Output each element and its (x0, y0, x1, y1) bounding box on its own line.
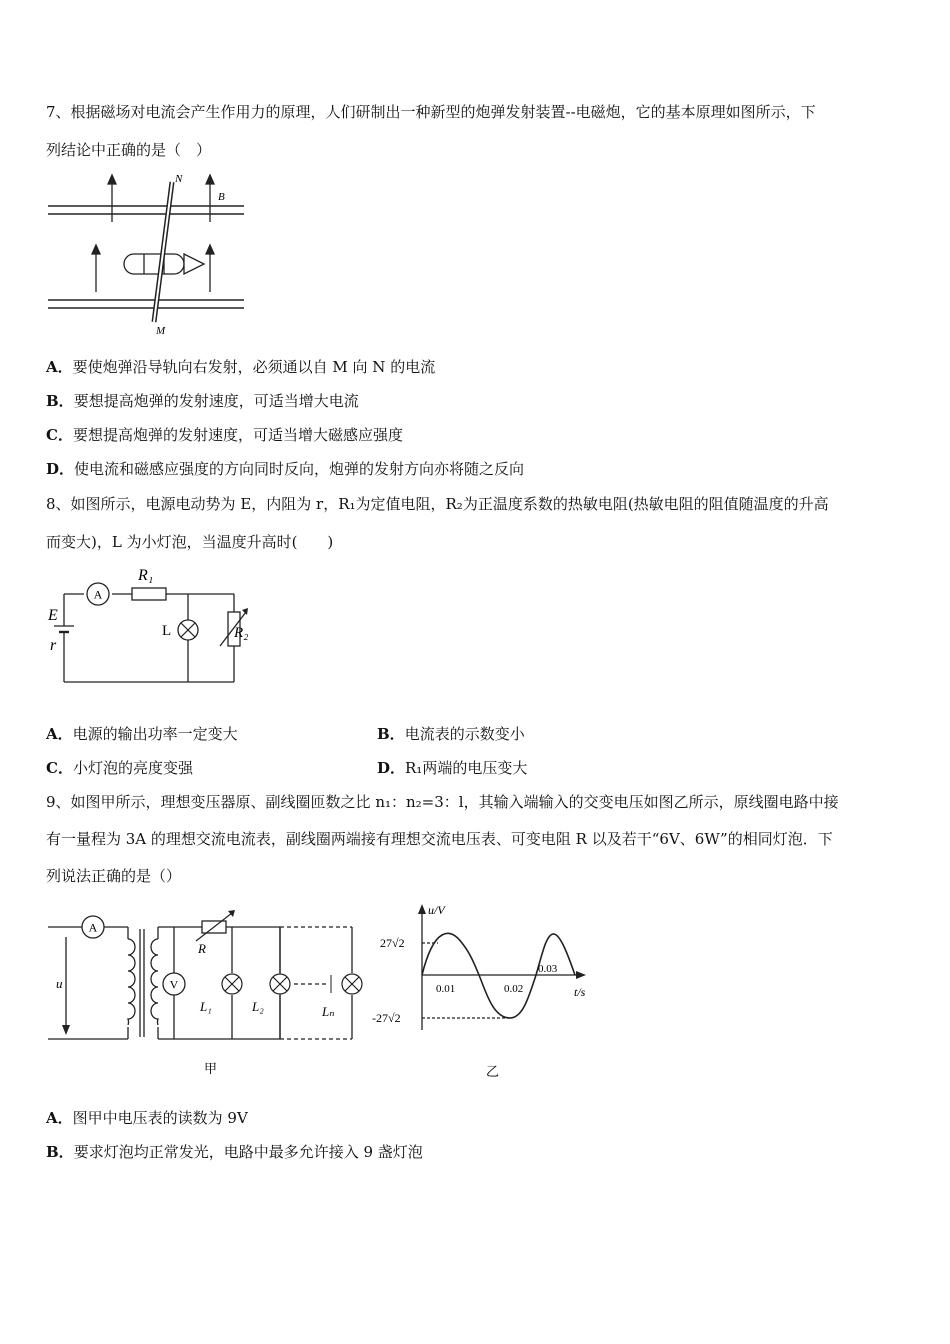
q7-option-b[interactable]: B．要想提高炮弹的发射速度，可适当增大电流 (46, 392, 359, 410)
q8-option-b[interactable]: B．电流表的示数变小 (377, 725, 525, 743)
q8-option-d[interactable]: D．R₁两端的电压变大 (377, 759, 528, 777)
label-b: B (218, 191, 225, 203)
q8-option-c[interactable]: C．小灯泡的亮度变强 (46, 759, 193, 777)
q9-stem-line2: 有一量程为 3A 的理想交流电流表，副线圈两端接有理想交流电压表、可变电阻 R 以及若干“6V、6W”的相同灯泡．下 (46, 830, 833, 848)
caption-yi: 乙 (486, 1064, 500, 1079)
svg-text:A: A (93, 587, 103, 602)
y-max-label: 27√2 (380, 936, 405, 950)
q9-option-a[interactable]: A．图甲中电压表的读数为 9V (46, 1109, 248, 1127)
svg-text:Lₙ: Lₙ (322, 1004, 335, 1019)
svg-text:R: R (198, 941, 206, 956)
q9-option-b[interactable]: B．要求灯泡均正常发光，电路中最多允许接入 9 盏灯泡 (46, 1143, 423, 1161)
label-m: M (156, 325, 166, 337)
svg-text:R₂: R₂ (234, 625, 249, 641)
y-min-label: -27√2 (372, 1011, 401, 1025)
svg-text:u/V: u/V (428, 903, 445, 917)
q7-option-d[interactable]: D．使电流和磁感应强度的方向同时反向，炮弹的发射方向亦将随之反向 (46, 460, 525, 478)
svg-text:A: A (88, 920, 98, 935)
svg-text:r: r (50, 637, 57, 654)
q8-stem-line2: 而变大)，L 为小灯泡，当温度升高时( ) (46, 533, 334, 551)
q7-option-a[interactable]: A．要使炮弹沿导轨向右发射，必须通以自 M 向 N 的电流 (46, 358, 436, 376)
caption-jia: 甲 (204, 1061, 218, 1076)
tick-001: 0.01 (436, 983, 456, 995)
svg-text:L: L (162, 623, 172, 639)
q9-stem-line1: 9、如图甲所示，理想变压器原、副线圈匝数之比 n₁：n₂=3：l，其输入端输入的交变电压如图乙所示，原线圈电路中接 (46, 793, 839, 811)
svg-text:L₁: L₁ (200, 999, 212, 1014)
q7-stem-line1: 7、根据磁场对电流会产生作用力的原理，人们研制出一种新型的炮弹发射装置--电磁炮，它的基本原理如图所示，下 (46, 103, 816, 121)
circuit-q8-figure (44, 560, 259, 690)
svg-text:t/s: t/s (574, 985, 586, 999)
q9-stem-line3: 列说法正确的是（） (46, 867, 182, 885)
svg-text:L₂: L₂ (252, 999, 264, 1014)
tick-002: 0.02 (504, 983, 524, 995)
waveform-figure (370, 900, 595, 1085)
railgun-figure (44, 170, 249, 340)
q8-option-a[interactable]: A．电源的输出功率一定变大 (46, 725, 238, 743)
svg-text:V: V (169, 977, 179, 992)
tick-003: 0.03 (538, 963, 558, 975)
q7-option-c[interactable]: C．要想提高炮弹的发射速度，可适当增大磁感应强度 (46, 426, 403, 444)
q7-stem-line2: 列结论中正确的是（ ） (46, 141, 212, 159)
transformer-figure (44, 905, 369, 1085)
svg-text:R₁: R₁ (138, 567, 154, 584)
svg-text:E: E (48, 607, 58, 624)
label-n: N (175, 173, 183, 185)
q8-stem-line1: 8、如图所示，电源电动势为 E，内阻为 r，R₁为定值电阻，R₂为正温度系数的热敏电阻(热敏电阻的阻值随温度的升高 (46, 495, 829, 513)
svg-text:u: u (56, 976, 63, 991)
